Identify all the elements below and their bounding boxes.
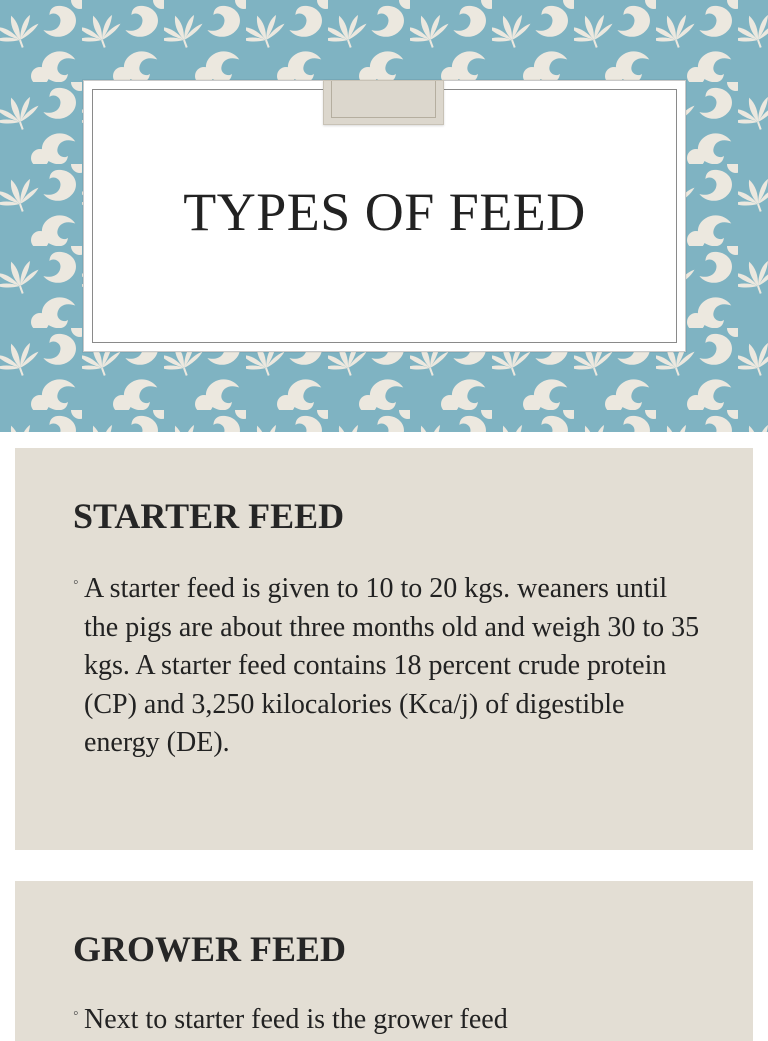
title-tab-clip bbox=[323, 80, 444, 125]
title-slide bbox=[0, 0, 768, 432]
bullet-item bbox=[73, 570, 703, 763]
small-circle-bullet-icon: ◦ bbox=[73, 1005, 79, 1022]
section-heading: STARTER FEED bbox=[73, 496, 345, 536]
bullet-text: Next to starter feed is the grower feed bbox=[84, 1004, 508, 1035]
bullet-text: A starter feed is given to 10 to 20 kgs. weaners until the pigs are about three months old and weigh 30 to 35 kgs. A starter feed contains 18 percent crude protein (CP) and 3,250 kilocalories (Kca/j) of digestible energy (DE). bbox=[84, 573, 700, 758]
small-circle-bullet-icon: ◦ bbox=[73, 574, 79, 591]
content-slide-starter-feed bbox=[15, 448, 753, 850]
title-tab-clip-frame bbox=[331, 81, 436, 118]
section-heading: GROWER FEED bbox=[73, 929, 347, 969]
slide-title: TYPES OF FEED bbox=[183, 182, 586, 242]
bullet-item bbox=[73, 1001, 703, 1040]
content-slide-grower-feed bbox=[15, 881, 753, 1041]
